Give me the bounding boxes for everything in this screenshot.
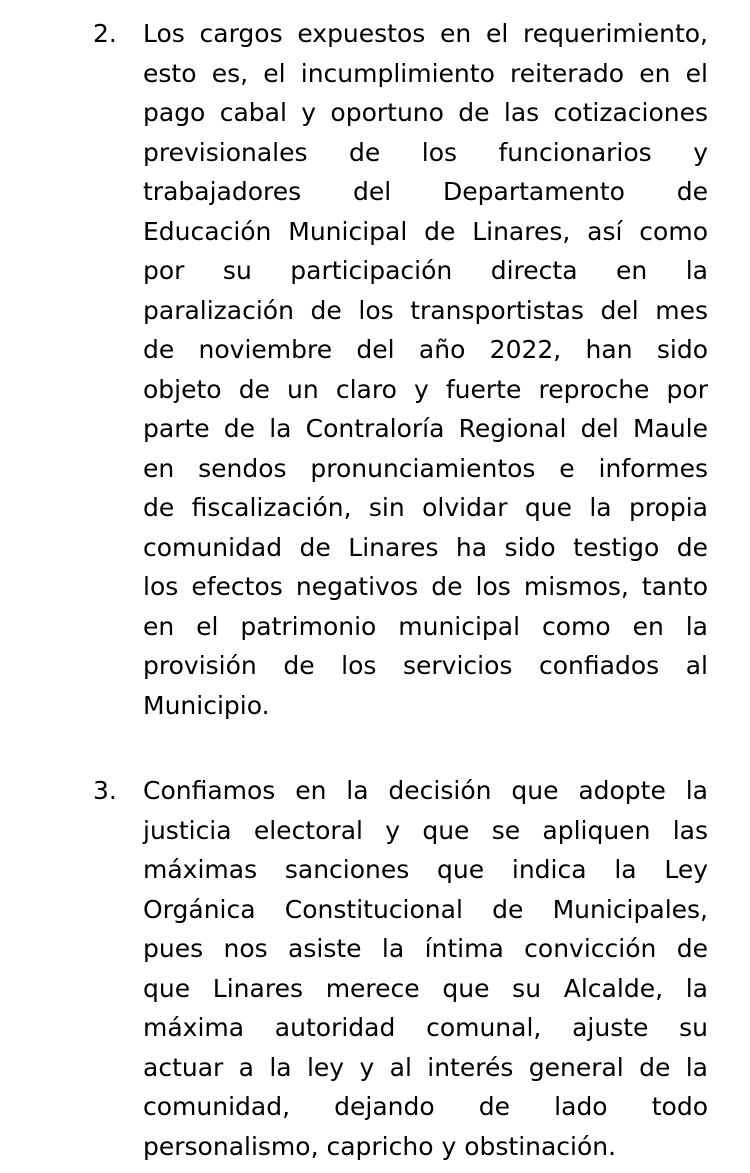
text-line: por su participación directa en la xyxy=(143,256,708,285)
text-line: trabajadores del Departamento de xyxy=(143,177,708,206)
paragraph-text xyxy=(143,14,708,725)
text-line: paralización de los transportistas del mes xyxy=(143,295,708,325)
text-line: Orgánica Constitucional de Municipales, xyxy=(143,894,708,924)
text-line: pago cabal y oportuno de las cotizaciones xyxy=(143,98,708,127)
text-line: Municipio. xyxy=(143,690,270,720)
item-number: 3. xyxy=(93,776,117,805)
text-line: comunidad de Linares ha sido testigo de xyxy=(143,532,708,562)
text-line: personalismo, capricho y obstinación. xyxy=(143,1131,617,1161)
text-line: en el patrimonio municipal como en la xyxy=(143,611,708,641)
text-line: Los cargos expuestos en el requerimiento, xyxy=(143,19,708,48)
text-line: provisión de los servicios confiados al xyxy=(143,651,708,680)
text-line: previsionales de los funcionarios y xyxy=(143,137,708,167)
text-line: comunidad, dejando de lado todo xyxy=(143,1092,708,1121)
text-line: máximas sanciones que indica la Ley xyxy=(143,855,708,884)
text-line: objeto de un claro y fuerte reproche por xyxy=(143,374,708,404)
text-line: Educación Municipal de Linares, así como xyxy=(143,216,708,246)
text-line: parte de la Contraloría Regional del Maule xyxy=(143,414,708,443)
text-line: Confiamos en la decisión que adopte la xyxy=(143,776,708,805)
text-line: de fiscalización, sin olvidar que la propia xyxy=(143,493,708,522)
text-line: que Linares merece que su Alcalde, la xyxy=(143,973,708,1003)
text-line: máxima autoridad comunal, ajuste su xyxy=(143,1013,708,1042)
paragraph-text xyxy=(143,771,708,1166)
text-line: en sendos pronunciamientos e informes xyxy=(143,453,708,483)
text-line: actuar a la ley y al interés general de la xyxy=(143,1052,708,1082)
item-number: 2. xyxy=(93,19,117,48)
text-line: justicia electoral y que se apliquen las xyxy=(143,815,708,845)
text-line: los efectos negativos de los mismos, tanto xyxy=(143,572,708,601)
text-line: esto es, el incumplimiento reiterado en el xyxy=(143,58,708,88)
text-line: de noviembre del año 2022, han sido xyxy=(143,335,708,364)
text-line: pues nos asiste la íntima convicción de xyxy=(143,934,708,963)
